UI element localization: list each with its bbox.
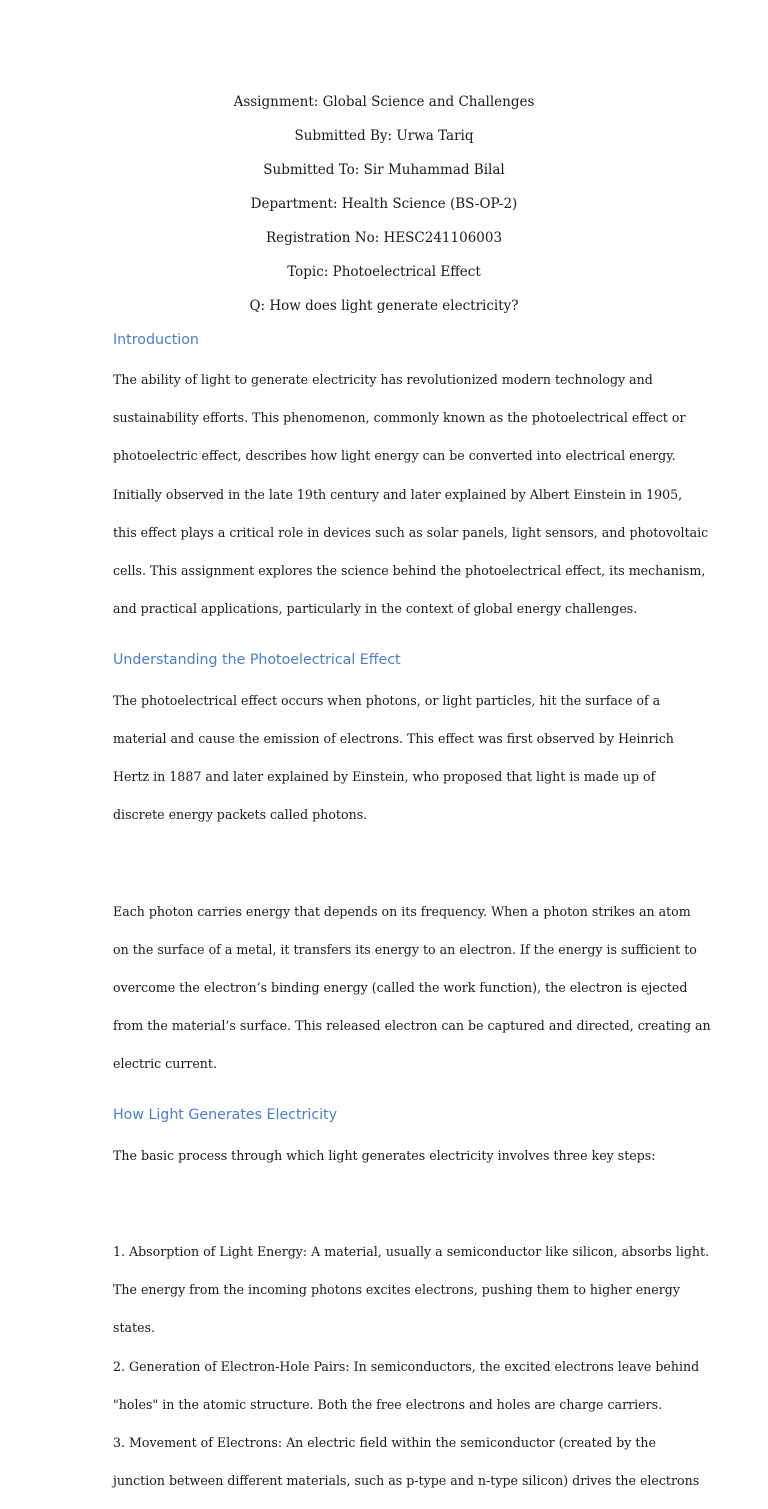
- understanding-heading: Understanding the Photoelectrical Effect: [113, 652, 401, 669]
- paragraph-line: this effect plays a critical role in devices such as solar panels, light sensors, and photovoltaic: [113, 524, 709, 540]
- paragraph-line: Each photon carries energy that depends on its frequency. When a photon strikes an atom: [113, 903, 691, 919]
- paragraph-line: electric current.: [113, 1056, 217, 1072]
- document-body: [113, 330, 711, 1509]
- step-line: states.: [113, 1320, 156, 1336]
- paragraph-line: The basic process through which light generates electricity involves three key steps:: [113, 1147, 656, 1163]
- step-line: 1. Absorption of Light Energy: A material, usually a semiconductor like silicon, absorbs light.: [113, 1244, 710, 1260]
- step-line: "holes" in the atomic structure. Both the free electrons and holes are charge carriers.: [113, 1396, 663, 1412]
- submitted-by: Submitted By: Urwa Tariq: [294, 128, 474, 144]
- paragraph-line: photoelectric effect, describes how light energy can be converted into electrical energy.: [113, 448, 676, 464]
- understanding-paragraph-1: [113, 671, 674, 881]
- how-light-heading: How Light Generates Electricity: [113, 1107, 338, 1124]
- question: Q: How does light generate electricity?: [249, 298, 519, 314]
- paragraph-line: material and cause the emission of electrons. This effect was first observed by Heinrich: [113, 730, 674, 746]
- understanding-paragraph-2: [113, 882, 711, 1092]
- assignment-title: Assignment: Global Science and Challenges: [233, 94, 535, 110]
- registration-number: Registration No: HESC241106003: [265, 230, 503, 246]
- paragraph-line: Initially observed in the late 19th century and later explained by Albert Einstein in 1905,: [113, 486, 683, 502]
- how-light-steps: [113, 1223, 710, 1509]
- paragraph-line: sustainability efforts. This phenomenon, commonly known as the photoelectrical effect or: [113, 410, 686, 426]
- step-line: junction between different materials, such as p-type and n-type silicon) drives the electrons: [113, 1473, 700, 1489]
- step-line: 3. Movement of Electrons: An electric field within the semiconductor (created by the: [113, 1434, 657, 1450]
- how-light-intro: [113, 1126, 661, 1221]
- paragraph-line: and practical applications, particularly in the context of global energy challenges.: [113, 601, 638, 617]
- introduction-paragraph: [113, 351, 709, 637]
- introduction-heading: Introduction: [113, 332, 199, 348]
- paragraph-line: Hertz in 1887 and later explained by Einstein, who proposed that light is made up of: [113, 768, 656, 784]
- step-line: 2. Generation of Electron-Hole Pairs: In semiconductors, the excited electrons leave behind: [113, 1358, 700, 1374]
- paragraph-spacer: [113, 1184, 661, 1203]
- paragraph-line: overcome the electron’s binding energy (called the work function), the electron is ejected: [113, 979, 688, 995]
- paragraph-line: cells. This assignment explores the science behind the photoelectrical effect, its mechanism,: [113, 563, 706, 579]
- paragraph-line: from the material’s surface. This released electron can be captured and directed, creating an: [113, 1018, 711, 1034]
- paragraph-line: The photoelectrical effect occurs when photons, or light particles, hit the surface of a: [113, 692, 661, 708]
- paragraph-line: discrete energy packets called photons.: [113, 807, 368, 823]
- title-block: [0, 93, 768, 331]
- submitted-to: Submitted To: Sir Muhammad Bilal: [263, 162, 505, 178]
- topic: Topic: Photoelectrical Effect: [287, 264, 481, 280]
- paragraph-spacer: [113, 843, 661, 862]
- step-line: The energy from the incoming photons excites electrons, pushing them to higher energy: [113, 1282, 680, 1298]
- paragraph-line: The ability of light to generate electricity has revolutionized modern technology and: [113, 372, 653, 388]
- department: Department: Health Science (BS-OP-2): [250, 196, 518, 212]
- paragraph-line: on the surface of a metal, it transfers its energy to an electron. If the energy is sufficient to: [113, 941, 697, 957]
